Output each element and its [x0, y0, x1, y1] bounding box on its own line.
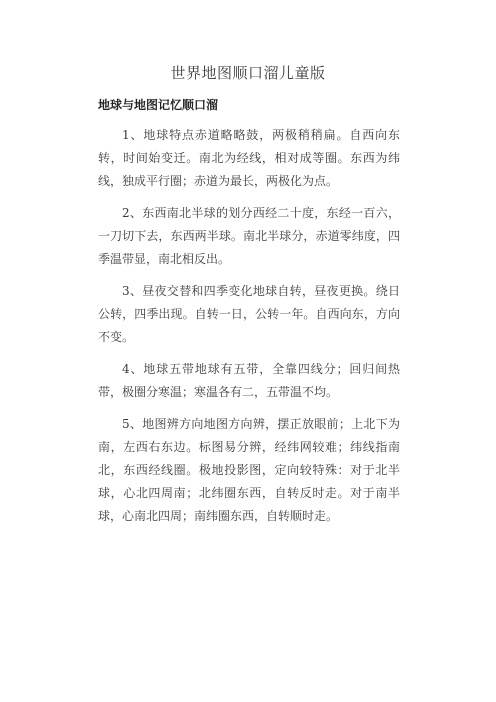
paragraph-3: 3、昼夜交替和四季变化地球自转，昼夜更换。绕日公转，四季出现。自转一日，公转一年。自西向东，方向不变。: [98, 284, 400, 344]
paragraph-2: 2、东西南北半球的划分西经二十度，东经一百六，一刀切下去，东西两半球。南北半球分，赤道零纬度，四季温带显，南北相反出。: [98, 206, 400, 266]
document-title: 世界地图顺口溜儿童版: [170, 64, 326, 82]
section-heading: 地球与地图记忆顺口溜: [98, 98, 219, 112]
paragraph-1: 1、地球特点赤道略略鼓，两极稍稍扁。自西向东转，时间始变迁。南北为经线，相对成等圈。东西为纬线，独成平行圈；赤道为最长，两极化为点。: [98, 128, 400, 188]
document-body: [98, 124, 400, 537]
paragraph-5: 5、地图辨方向地图方向辨，摆正放眼前；上北下为南，左西右东边。标图易分辨，经纬网较难；纬线指南北，东西经线圈。极地投影图，定向较特殊：对于北半球，心北四周南；北纬圈东西，自转反时走。对于南半球，心南北四周；南纬圈东西，自转顺时走。: [98, 417, 400, 523]
paragraph-4: 4、地球五带地球有五带，全靠四线分；回归间热带，极圈分寒温；寒温各有二，五带温不均。: [98, 362, 400, 399]
